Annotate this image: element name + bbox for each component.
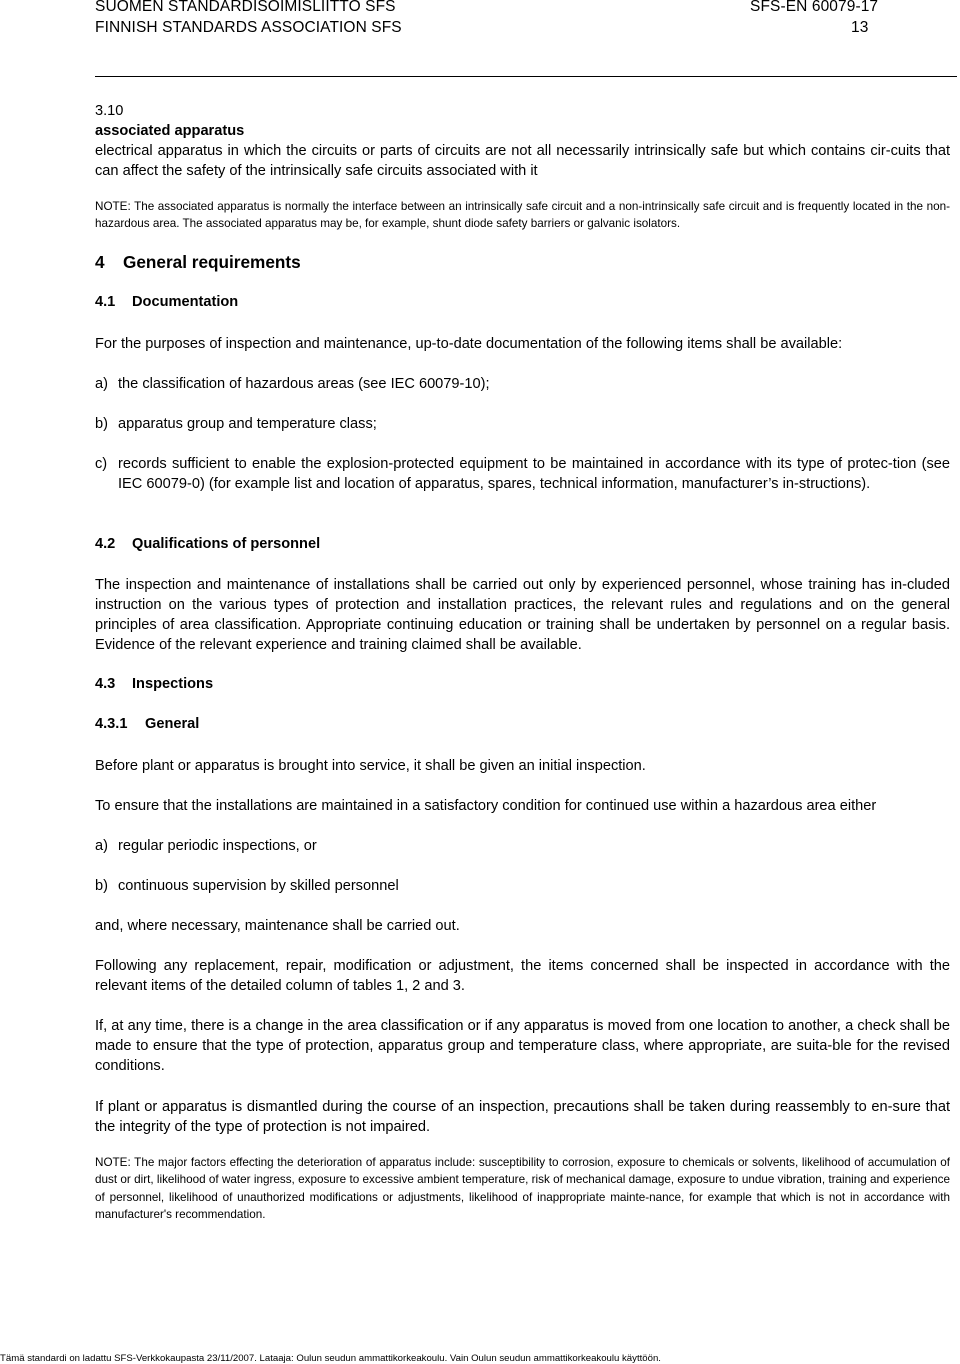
def-note: NOTE: The associated apparatus is normally the interface between an intrinsically safe circuit and a non-intrinsically safe circuit and is frequently located in the non-hazardous area. The associated apparatus may be, for example, shunt diode safety barriers or galvanic isolators.: [95, 200, 950, 231]
general-paragraph: To ensure that the installations are maintained in a satisfactory condition for continued use within a hazardous area either: [95, 798, 877, 814]
subsection-heading: [95, 536, 320, 552]
inspection-note: NOTE: The major factors effecting the deterioration of apparatus include: susceptibility to corrosion, exposure to chemicals or solvents, likelihood of accumulation of dust or dirt, likelihood of water ingress, exposure to excessive ambient temperature, risk of mechanical damage, exposure to undue vibration, training and experience of personnel, likelihood of unauthorized modifications or adjustments, likelihood of inappropriate mainte-nance, for example that which is not in accordance with manufacturer's recommendation.: [95, 1156, 950, 1221]
general-paragraph: If, at any time, there is a change in the area classification or if any apparatus is moved from one location to another, a check shall be made to ensure that the type of protection, apparatus group and temperature class, where appropriate, are suita-ble for the revised conditions.: [95, 1018, 950, 1074]
section-title: General requirements: [123, 252, 301, 272]
header-rule: [95, 76, 957, 77]
documentation-intro: For the purposes of inspection and maintenance, up-to-date documentation of the following items shall be available:: [95, 336, 843, 352]
list-item-label: b): [95, 416, 108, 432]
download-footer: Tämä standardi on ladattu SFS-Verkkokaupasta 23/11/2007. Lataaja: Oulun seudun ammattikorkeakoulu. Vain Oulun seudun ammattikorkeakoulu käyttöön.: [0, 1353, 661, 1364]
general-paragraph: and, where necessary, maintenance shall be carried out.: [95, 918, 460, 934]
list-item-text: regular periodic inspections, or: [118, 838, 317, 854]
list-item: [95, 414, 950, 434]
def-number: 3.10: [95, 103, 124, 119]
list-item: [95, 454, 950, 494]
subsection-title: Qualifications of personnel: [132, 536, 321, 552]
subsection-heading: [95, 676, 213, 692]
header-org-en: FINNISH STANDARDS ASSOCIATION SFS: [95, 19, 402, 36]
section-heading: [95, 252, 301, 273]
subsection-title: Documentation: [132, 294, 239, 310]
def-definition: electrical apparatus in which the circuits or parts of circuits are not all necessarily intrinsically safe but which contains cir-cuits that can affect the safety of the intrinsically safe circuits associated with it: [95, 143, 950, 179]
list-item-label: c): [95, 456, 108, 472]
list-item: [95, 876, 950, 896]
header-doc-id: SFS-EN 60079-17: [750, 0, 879, 15]
subsection-number: 4.2: [95, 536, 116, 552]
subsubsection-number: 4.3.1: [95, 716, 128, 732]
list-item: [95, 836, 950, 856]
section-number: 4: [95, 252, 105, 272]
subsection-number: 4.1: [95, 294, 116, 310]
header-page-number: 13: [851, 19, 869, 36]
list-item-text: continuous supervision by skilled personnel: [118, 878, 399, 894]
def-term: associated apparatus: [95, 123, 245, 139]
list-item-text: apparatus group and temperature class;: [118, 416, 377, 432]
subsection-heading: [95, 294, 238, 310]
general-paragraph: Before plant or apparatus is brought into service, it shall be given an initial inspection.: [95, 758, 646, 774]
subsubsection-title: General: [145, 716, 200, 732]
qualifications-text: The inspection and maintenance of installations shall be carried out only by experienced personnel, whose training has in-cluded instruction on the various types of protection and installation practices, the relevant rules and regulations and on the general principles of area classification. Appropriate continuing education or training shall be undertaken by personnel on a regular basis. Evidence of the relevant experience and training claimed shall be available.: [95, 577, 950, 653]
subsubsection-heading: [95, 716, 199, 732]
list-item-label: a): [95, 376, 108, 392]
general-paragraph: If plant or apparatus is dismantled during the course of an inspection, precautions shall be taken during reassembly to en-sure that the integrity of the type of protection is not impaired.: [95, 1099, 950, 1135]
list-item: [95, 374, 950, 394]
list-item-text: records sufficient to enable the explosion-protected equipment to be maintained in accordance with its type of protec-tion (see IEC 60079-0) (for example list and location of apparatus, spares, technical information, manufacturer’s in-structions).: [118, 456, 950, 492]
subsection-title: Inspections: [132, 676, 214, 692]
header-org-fi: SUOMEN STANDARDISOIMISLIITTO SFS: [95, 0, 396, 15]
list-item-text: the classification of hazardous areas (see IEC 60079-10);: [118, 376, 490, 392]
list-item-label: b): [95, 878, 108, 894]
subsection-number: 4.3: [95, 676, 116, 692]
list-item-label: a): [95, 838, 108, 854]
general-paragraph: Following any replacement, repair, modification or adjustment, the items concerned shall be inspected in accordance with the relevant items of the detailed column of tables 1, 2 and 3.: [95, 958, 950, 994]
